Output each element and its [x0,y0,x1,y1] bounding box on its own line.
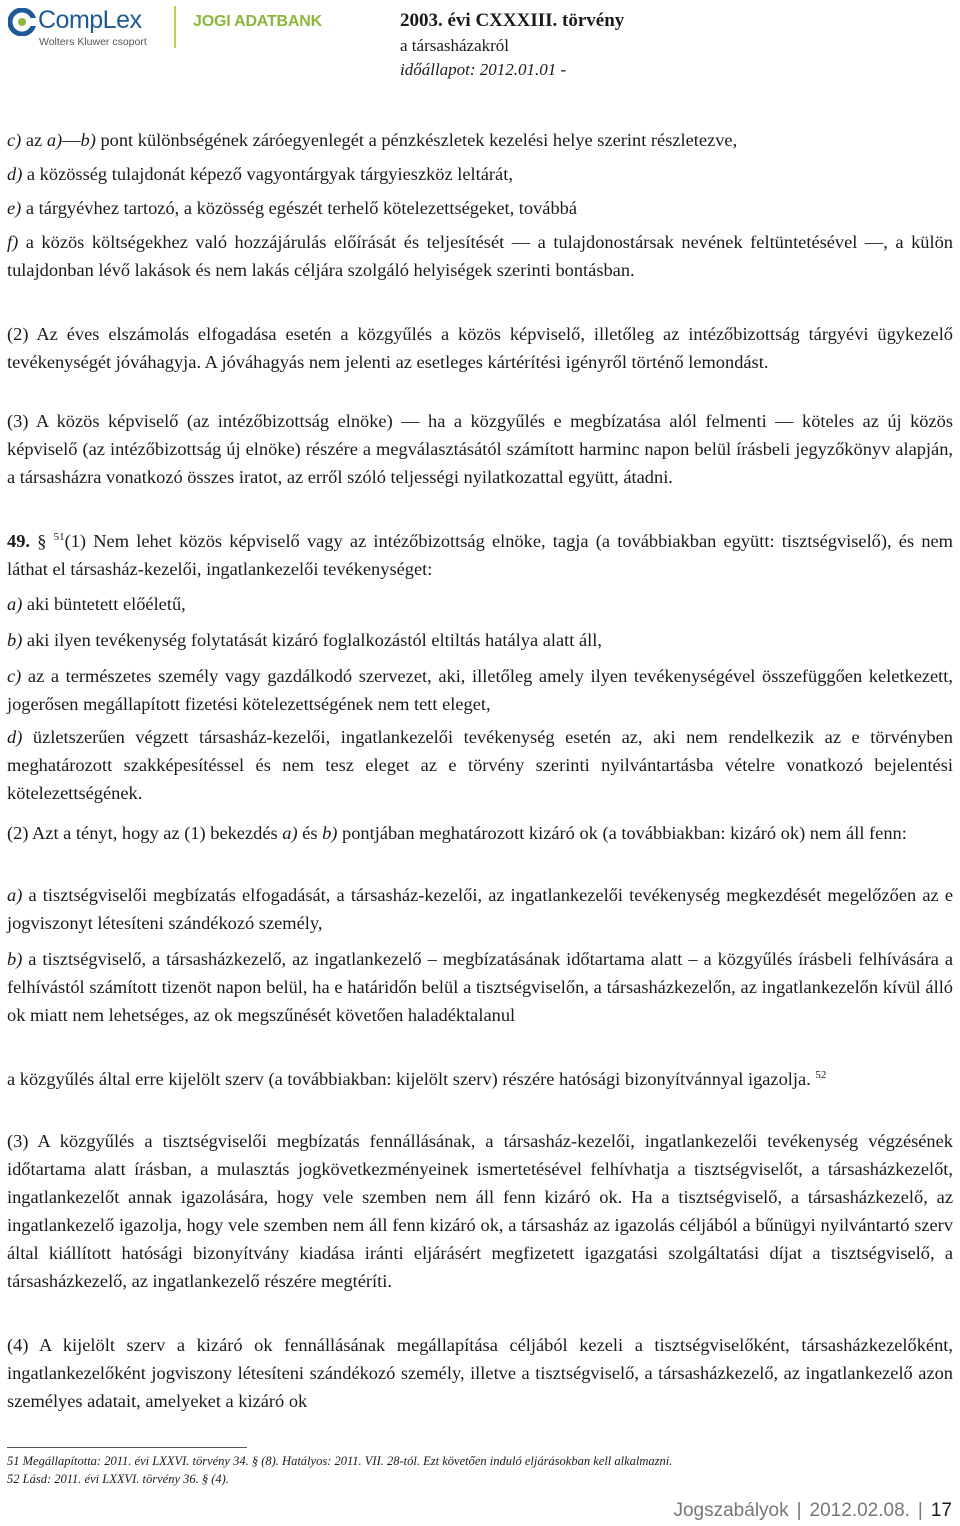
paragraph-a2 [7,881,953,945]
footnote-divider [7,1447,247,1448]
paragraph-text: és [297,823,323,843]
footnote-52: 52 Lásd: 2011. évi LXXVI. törvény 36. § (4). [7,1472,229,1486]
paragraph-e [7,194,953,228]
paragraph-text: üzletszerűen végzett társasház-kezelői, ingatlankezelői tevékenység esetén az, aki nem rendelkezik az e törvényben meghatározott szakképesítéssel és nem tesz eleget az e törvény szerinti nyilvántartásba vételre vonatkozó bejelentési kötelezettségének. [7,727,953,803]
jogi-adatbank-logo: JOGI ADATBANK [193,13,322,30]
point-label: a) [7,594,23,614]
footer-separator: | [917,1500,923,1521]
paragraph-text: aki ilyen tevékenység folytatását kizáró foglalkozástól eltiltás hatálya alatt áll, [22,630,602,650]
point-label: f) [7,232,19,252]
document-subtitle: a társasházakról [400,36,510,55]
footer-site: Jogszabályok [673,1500,789,1521]
complex-logo-name: CompLex [38,6,142,34]
complex-logo-subtitle: Wolters Kluwer csoport [39,36,147,48]
point-label: a) [7,885,23,905]
point-label: a) [46,130,63,150]
paragraph-text: a közös költségekhez való hozzájárulás előírását és teljesítését — a tulajdonostársak nevének feltüntetésével —, a külön tulajdonban lévő lakások és nem lakás céljára szolgáló helyiségek szerinti bontásban. [7,232,953,280]
paragraph-49-1 [7,527,953,590]
paragraph-b2 [7,945,953,1065]
paragraph-49-2 [7,819,953,881]
section-number: 49. [7,531,30,551]
paragraph-a [7,590,953,626]
document-title: 2003. évi CXXXIII. törvény [400,10,625,31]
footnote-51: 51 Megállapította: 2011. évi LXXVI. törvény 34. § (8). Hatályos: 2011. VII. 28-tól. Ezt követően induló eljárásokban kell alkalmazni. [7,1454,673,1468]
paragraph-text: az [21,130,47,150]
section-sign: § [30,531,54,551]
paragraph-text: a tisztségviselő, a társasházkezelő, az ingatlankezelő – megbízatásának időtartama alatt – a közgyűlés írásbeli felhívására a felhívástól számított tizenöt napon belül, ha e határidőn belül a tisztségviselőn, a társasházkezelőn, az ingatlankezelőn kívül álló ok miatt nem lehetséges, az ok megszűnését követően haladéktalanul [7,949,953,1025]
paragraph-c [7,126,953,160]
point-label: b) [7,630,23,650]
complex-logo [8,6,168,52]
point-label: c) [7,130,22,150]
paragraph-text: a közgyűlés által erre kijelölt szerv (a továbbiakban: kijelölt szerv) részére hatósági bizonyítvánnyal igazolja. [7,1069,816,1089]
point-label: c) [7,666,22,686]
complex-logo-icon [8,8,36,36]
point-label: d) [7,727,23,747]
footnotes [7,1452,953,1488]
page-footer [673,1500,952,1522]
paragraph-section2: (2) Az éves elszámolás elfogadása esetén a közgyűlés a közös képviselő, illetőleg az intézőbizottság tárgyévi ügykezelő tevékenységét jóváhagyja. A jóváhagyás nem jelenti az esetleges kártérítési igényről történő lemondást. [7,324,953,372]
paragraph-text: (2) Azt a tényt, hogy az (1) bekezdés [7,823,283,843]
page-header [0,0,960,79]
paragraph-text: — [62,130,81,150]
paragraph-49-3: (3) A közgyűlés a tisztségviselői megbízatás fennállásának, a társasház-kezelői, ingatlankezelői tevékenység végzésének időtartama alatt írásban, a mulasztás jogkövetkezményeinek ismertetésével felhívhatja a tisztségviselőt, a társasházkezelőt, ingatlankezelőt annak igazolására, hogy vele szemben nem áll fenn kizáró ok. Ha a tisztségviselő, a társasházkezelő, az ingatlankezelő igazolja, hogy vele szemben nem áll fenn kizáró ok, a társasház az igazolás céljából a bűnügyi nyilvántartó szerv által kiállított hatósági bizonyítvány kiadása iránti eljárásért megfizetett igazgatási szolgáltatási díjat a tisztségviselő, a társasházkezelő, az ingatlankezelő részére megtéríti. [7,1131,953,1291]
paragraph-igazolja [7,1065,953,1127]
paragraph-b [7,626,953,662]
paragraph-text: pontjában meghatározott kizáró ok (a továbbiakban: kizáró ok) nem áll fenn: [337,823,907,843]
footnote-ref-52: 52 [815,1069,827,1081]
document-status: időállapot: 2012.01.01 - [400,60,567,79]
footer-date: 2012.02.08. [809,1500,910,1521]
footnote-ref-51: 51 [53,531,65,543]
point-label: b) [322,823,338,843]
page-number: 17 [930,1500,952,1521]
paragraph-text: (1) Nem lehet közös képviselő vagy az intézőbizottság elnöke, tagja (a továbbiakban együtt: tisztségviselő), és nem láthat el társasház-kezelői, ingatlankezelői tevékenységet: [7,531,953,579]
footer-separator: | [796,1500,802,1521]
point-label: d) [7,164,23,184]
paragraph-d2 [7,723,953,819]
logo-divider [174,6,176,48]
point-label: b) [80,130,96,150]
law-text [7,126,953,1421]
paragraph-section3: (3) A közös képviselő (az intézőbizottság elnöke) — ha a közgyűlés e megbízatása alól felmenti — köteles az új közös képviselő (az intézőbizottság új elnöke) részére a megválasztásától számított harminc napon belül írásbeli jegyzőkönyv alapján, a társasházra vonatkozó összes iratot, az erről szóló teljességi nyilatkozattal együtt, átadni. [7,411,953,487]
paragraph-text: pont különbségének záróegyenlegét a pénzkészletek kezelési helye szerint részletezve, [95,130,738,150]
paragraph-c2 [7,662,953,723]
paragraph-text: a tisztségviselői megbízatás elfogadását, a társasház-kezelői, az ingatlankezelői tevékenység megkezdését megelőzően az e jogviszonyt létesíteni szándékozó személy, [7,885,953,933]
point-label: b) [7,949,23,969]
point-label: a) [282,823,298,843]
paragraph-text: a tárgyévhez tartozó, a közösség egészét terhelő kötelezettségeket, továbbá [21,198,578,218]
paragraph-d [7,160,953,194]
point-label: e) [7,198,22,218]
paragraph-f [7,228,953,320]
paragraph-text: az a természetes személy vagy gazdálkodó szervezet, aki, illetőleg amely ilyen tevékenységével összefüggően keletkezett, jogerősen megállapított fizetési kötelezettségének nem tett eleget, [7,666,953,714]
paragraph-49-4: (4) A kijelölt szerv a kizáró ok fennállásának megállapítása céljából kezeli a tisztségviselőként, társasházkezelőként, ingatlankezelőként jogviszony létesíteni szándékozó személy, illetve a tisztségviselő, a társasházkezelő, az ingatlankezelő azon személyes adatait, amelyeket a kizáró ok [7,1335,953,1411]
paragraph-text: aki büntetett előéletű, [22,594,186,614]
paragraph-text: a közösség tulajdonát képező vagyontárgyak tárgyieszköz leltárát, [22,164,513,184]
